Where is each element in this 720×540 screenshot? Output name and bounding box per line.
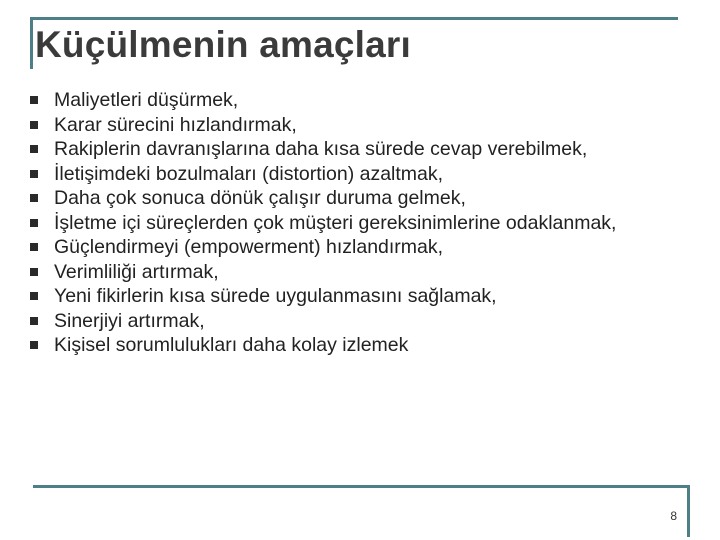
list-item	[30, 235, 690, 260]
list-item-text: Verimliliği artırmak,	[54, 260, 219, 283]
list-item-text: Yeni fikirlerin kısa sürede uygulanmasını sağlamak,	[54, 285, 497, 307]
slide-title: Küçülmenin amaçları	[35, 24, 411, 65]
square-bullet-icon	[30, 243, 38, 251]
square-bullet-icon	[30, 219, 38, 227]
square-bullet-icon	[30, 268, 38, 276]
square-bullet-icon	[30, 341, 38, 349]
list-item-text: Rakiplerin davranışlarına daha kısa sürede cevap verebilmek,	[54, 138, 588, 160]
list-item-text: Karar sürecini hızlandırmak,	[54, 113, 297, 136]
list-item	[30, 211, 690, 236]
list-item	[30, 113, 690, 138]
list-item	[30, 260, 690, 285]
frame-bottom-line	[33, 485, 690, 488]
square-bullet-icon	[30, 317, 38, 325]
list-item	[30, 88, 690, 113]
frame-top-line	[30, 17, 678, 20]
list-item	[30, 186, 690, 211]
square-bullet-icon	[30, 121, 38, 129]
list-item-text: Sinerjiyi artırmak,	[54, 309, 205, 332]
bullet-list	[30, 88, 690, 358]
frame-left-line	[30, 17, 33, 69]
list-item	[30, 137, 690, 162]
list-item	[30, 162, 690, 187]
list-item	[30, 309, 690, 334]
square-bullet-icon	[30, 194, 38, 202]
square-bullet-icon	[30, 96, 38, 104]
list-item-text: İletişimdeki bozulmaları (distortion) azaltmak,	[54, 162, 444, 185]
list-item-text: Kişisel sorumlulukları daha kolay izlemek	[54, 334, 409, 356]
page-number: 8	[670, 509, 677, 523]
list-item-text: Güçlendirmeyi (empowerment) hızlandırmak,	[54, 236, 444, 258]
list-item	[30, 284, 690, 309]
list-item-text: Maliyetleri düşürmek,	[54, 89, 239, 111]
square-bullet-icon	[30, 145, 38, 153]
list-item-text: Daha çok sonuca dönük çalışır duruma gelmek,	[54, 187, 466, 209]
square-bullet-icon	[30, 292, 38, 300]
list-item-text: İşletme içi süreçlerden çok müşteri gereksinimlerine odaklanmak,	[54, 211, 617, 234]
list-item	[30, 333, 690, 358]
frame-right-line	[687, 485, 690, 537]
square-bullet-icon	[30, 170, 38, 178]
